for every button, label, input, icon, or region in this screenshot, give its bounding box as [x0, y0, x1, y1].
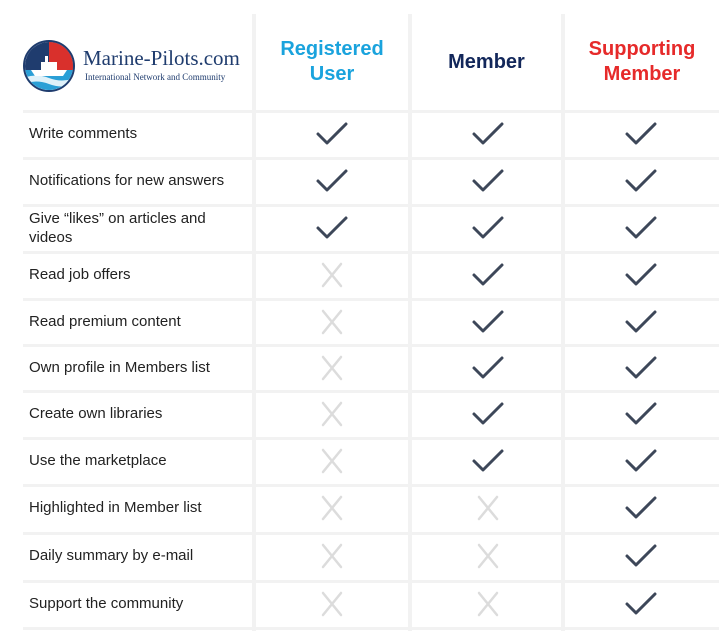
cross-icon: [315, 400, 349, 428]
access-cell: [565, 298, 717, 345]
column-header-member: [412, 14, 561, 110]
feature-label: Own profile in Members list: [29, 359, 210, 376]
access-cell: [565, 437, 717, 484]
column-header-supporting-member: [565, 14, 719, 110]
access-cell: [256, 532, 408, 579]
access-cell: [565, 110, 717, 157]
access-cell: [412, 251, 564, 298]
check-icon: [624, 590, 658, 618]
column-header-line: Registered: [280, 38, 384, 60]
table-row: [23, 157, 719, 204]
table-row: [23, 532, 719, 579]
check-icon: [624, 400, 658, 428]
access-cell: [412, 298, 564, 345]
feature-label: Create own libraries: [29, 405, 163, 422]
feature-label: Use the marketplace: [29, 452, 167, 469]
check-icon: [624, 354, 658, 382]
access-cell: [565, 251, 717, 298]
access-cell: [412, 484, 564, 531]
membership-comparison-table: [23, 14, 719, 631]
access-cell: [412, 580, 564, 627]
access-cell: [412, 437, 564, 484]
access-cell: [412, 344, 564, 391]
column-header-line: Supporting: [588, 38, 696, 60]
access-cell: [256, 390, 408, 437]
check-icon: [624, 214, 658, 242]
ship-logo-icon: [23, 40, 75, 92]
table-row: [23, 437, 719, 484]
table-row: [23, 580, 719, 627]
access-cell: [256, 580, 408, 627]
access-cell: [256, 157, 408, 204]
check-icon: [471, 167, 505, 195]
access-cell: [565, 484, 717, 531]
access-cell: [256, 484, 408, 531]
access-cell: [256, 204, 408, 251]
check-icon: [315, 214, 349, 242]
table-row: [23, 251, 719, 298]
table-row: [23, 484, 719, 531]
table-row: [23, 390, 719, 437]
cross-icon: [315, 590, 349, 618]
feature-label: Highlighted in Member list: [29, 499, 202, 516]
feature-label: Support the community: [29, 595, 184, 612]
column-header-line: Member: [603, 63, 681, 85]
access-cell: [412, 204, 564, 251]
check-icon: [624, 494, 658, 522]
access-cell: [256, 110, 408, 157]
row-divider: [23, 627, 719, 630]
feature-label: Give “likes” on articles and videos: [29, 209, 206, 246]
cross-icon: [471, 542, 505, 570]
check-icon: [471, 120, 505, 148]
cross-icon: [315, 261, 349, 289]
check-icon: [471, 214, 505, 242]
column-header-line: Member: [448, 50, 525, 73]
cross-icon: [315, 447, 349, 475]
check-icon: [315, 120, 349, 148]
table-row: [23, 344, 719, 391]
feature-label: Daily summary by e-mail: [29, 547, 194, 564]
access-cell: [565, 157, 717, 204]
check-icon: [624, 447, 658, 475]
check-icon: [624, 120, 658, 148]
brand-tagline: International Network and Community: [85, 72, 226, 82]
check-icon: [471, 308, 505, 336]
table-row: [23, 204, 719, 251]
table-row: [23, 110, 719, 157]
check-icon: [624, 308, 658, 336]
cross-icon: [315, 494, 349, 522]
access-cell: [412, 110, 564, 157]
cross-icon: [471, 590, 505, 618]
feature-label: Read job offers: [29, 266, 131, 283]
access-cell: [565, 532, 717, 579]
check-icon: [624, 542, 658, 570]
access-cell: [256, 298, 408, 345]
access-cell: [256, 344, 408, 391]
check-icon: [315, 167, 349, 195]
table-header: [23, 14, 719, 110]
brand-logo: [23, 40, 253, 92]
check-icon: [471, 447, 505, 475]
access-cell: [565, 344, 717, 391]
check-icon: [471, 261, 505, 289]
access-cell: [565, 204, 717, 251]
cross-icon: [471, 494, 505, 522]
table-row: [23, 298, 719, 345]
access-cell: [412, 532, 564, 579]
check-icon: [471, 354, 505, 382]
cross-icon: [315, 542, 349, 570]
access-cell: [412, 390, 564, 437]
feature-label: Notifications for new answers: [29, 172, 225, 189]
feature-label: Write comments: [29, 125, 138, 142]
access-cell: [565, 580, 717, 627]
access-cell: [565, 390, 717, 437]
check-icon: [624, 261, 658, 289]
check-icon: [471, 400, 505, 428]
brand-name: Marine-Pilots.com: [83, 46, 240, 70]
access-cell: [256, 437, 408, 484]
feature-label: Read premium content: [29, 313, 181, 330]
access-cell: [256, 251, 408, 298]
column-header-line: User: [309, 63, 355, 85]
check-icon: [624, 167, 658, 195]
cross-icon: [315, 354, 349, 382]
column-header-registered-user: [256, 14, 408, 110]
access-cell: [412, 157, 564, 204]
cross-icon: [315, 308, 349, 336]
